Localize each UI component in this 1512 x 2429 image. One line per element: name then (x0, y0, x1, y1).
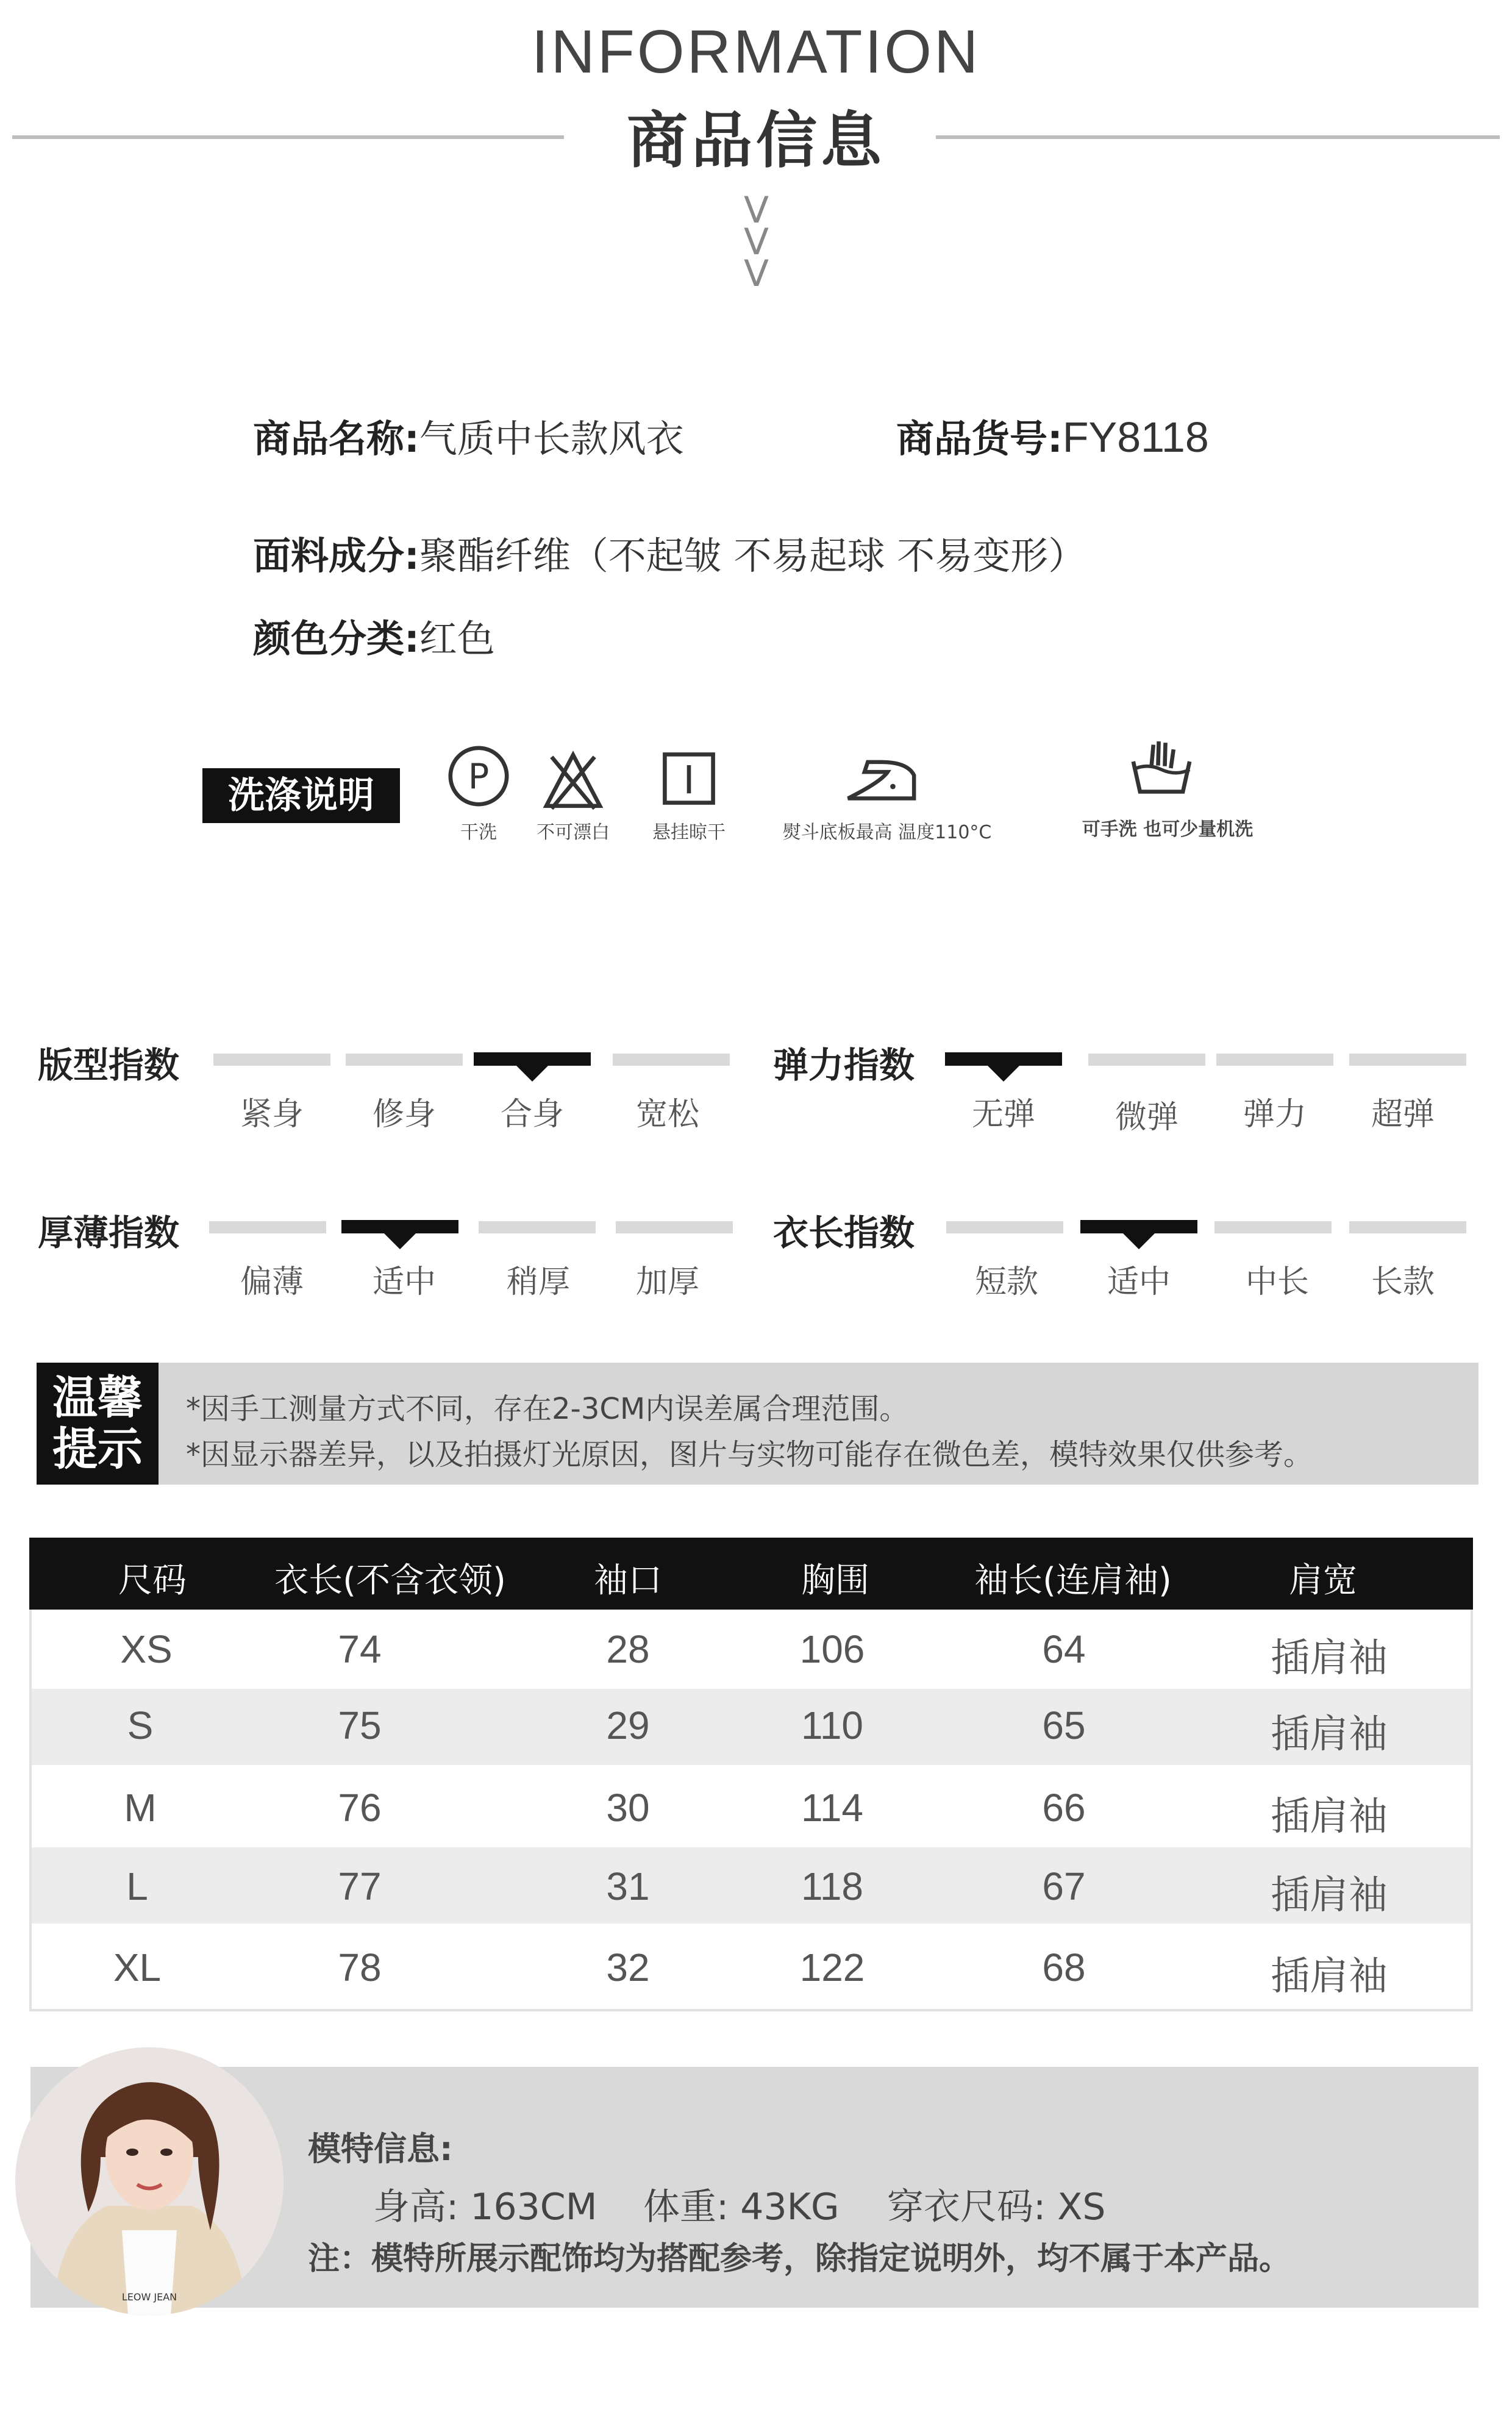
model-avatar (15, 2047, 284, 2316)
size-table-header-cell: 肩宽 (1289, 1561, 1357, 1600)
header-title-en: INFORMATION (531, 18, 981, 86)
tips-tag-line2: 提示 (52, 1423, 143, 1475)
product-fabric (253, 526, 1086, 580)
size-cell: 31 (606, 1864, 650, 1908)
fit-index-bar (613, 1054, 730, 1066)
product-color (253, 608, 495, 663)
header-title-cn: 商品信息 (627, 105, 885, 176)
wash-label-hand-wash: 可手洗 也可少量机洗 (1082, 819, 1253, 840)
size-cell: 106 (799, 1627, 865, 1671)
product-fabric-value: 聚酯纤维（不起皱 不易起球 不易变形） (419, 533, 1086, 578)
wash-title: 洗涤说明 (202, 768, 400, 823)
elastic-index-bar (1216, 1054, 1333, 1066)
thickness-index-bar (616, 1221, 733, 1233)
size-cell: 29 (606, 1703, 650, 1747)
fit-index-option: 紧身 (240, 1096, 304, 1133)
fit-index-bar (346, 1054, 463, 1066)
size-cell: 68 (1042, 1946, 1086, 1989)
size-cell: 插肩袖 (1271, 1794, 1388, 1838)
hang-dry-icon (655, 745, 722, 812)
size-cell: 28 (606, 1627, 650, 1671)
size-cell: 122 (799, 1946, 865, 1989)
fit-index-option: 宽松 (635, 1096, 699, 1133)
elastic-index-option-selected: 无弹 (971, 1096, 1035, 1133)
size-cell: 67 (1042, 1864, 1086, 1908)
size-cell: 30 (606, 1786, 650, 1830)
model-note: 注：模特所展示配饰均为搭配参考，除指定说明外，均不属于本产品。 (308, 2241, 1291, 2277)
elastic-index-bar-selected (945, 1052, 1062, 1066)
thickness-index-option-selected: 适中 (372, 1264, 436, 1300)
fit-index-option-selected: 合身 (500, 1096, 564, 1133)
size-table-header-cell: 衣长(不含衣领) (274, 1561, 506, 1600)
size-cell: 77 (338, 1864, 382, 1908)
product-name-value: 气质中长款风衣 (419, 416, 684, 461)
product-sku-label: 商品货号: (896, 416, 1063, 461)
size-cell: 插肩袖 (1271, 1712, 1388, 1756)
size-cell: S (127, 1703, 154, 1747)
length-index-title: 衣长指数 (773, 1212, 915, 1254)
thickness-index-bar (479, 1221, 596, 1233)
model-shirt-text: LEOW JEAN (121, 2291, 177, 2303)
size-cell: 76 (338, 1786, 382, 1830)
product-name-label: 商品名称: (253, 416, 419, 461)
length-index-option: 中长 (1245, 1264, 1309, 1300)
fit-index-title: 版型指数 (38, 1044, 180, 1086)
product-color-label: 颜色分类: (253, 616, 419, 661)
product-name (253, 408, 684, 463)
size-cell: 插肩袖 (1271, 1954, 1388, 1998)
product-color-value: 红色 (419, 616, 495, 661)
thickness-index-option: 稍厚 (506, 1264, 570, 1300)
chevron-down-icon: V (744, 252, 769, 295)
size-cell: XL (113, 1946, 162, 1989)
thickness-index-option: 偏薄 (240, 1264, 304, 1300)
wash-label-iron: 熨斗底板最高 温度110°C (782, 822, 992, 843)
size-cell: 118 (801, 1864, 864, 1908)
elastic-index-option: 超弹 (1371, 1096, 1435, 1133)
chevron-down-icon: V (744, 189, 769, 232)
model-photo (15, 2047, 284, 2316)
thickness-index-option: 加厚 (635, 1264, 699, 1300)
elastic-index-title: 弹力指数 (773, 1044, 915, 1086)
length-index-option-selected: 适中 (1107, 1264, 1171, 1300)
model-weight: 体重: 43KG (643, 2186, 840, 2228)
thickness-index-title: 厚薄指数 (38, 1212, 180, 1254)
chevron-down-icon: V (744, 221, 769, 263)
size-table-header-cell: 袖长(连肩袖) (974, 1561, 1172, 1600)
tip-color-difference: *因显示器差异，以及拍摄灯光原因，图片与实物可能存在微色差，模特效果仅供参考。 (186, 1438, 1313, 1472)
size-cell: 32 (606, 1946, 650, 1989)
size-cell: 78 (338, 1946, 382, 1989)
fit-index-bar (213, 1054, 330, 1066)
elastic-index-bar (1088, 1054, 1205, 1066)
size-table-header-cell: 尺码 (118, 1561, 187, 1600)
product-fabric-label: 面料成分: (253, 533, 419, 578)
length-index-bar (1214, 1221, 1332, 1233)
size-table-header-cell: 袖口 (594, 1561, 662, 1600)
size-table-header-cell: 胸围 (801, 1561, 869, 1600)
product-sku (896, 408, 1209, 463)
fit-index-bar-selected (474, 1052, 591, 1066)
length-index-option: 长款 (1371, 1264, 1435, 1300)
wash-label-dry-clean: 干洗 (460, 822, 497, 843)
size-cell: M (124, 1786, 157, 1830)
size-cell: 64 (1042, 1627, 1086, 1671)
size-cell: 114 (801, 1786, 864, 1830)
size-cell: L (126, 1864, 148, 1908)
size-cell: 74 (338, 1627, 382, 1671)
elastic-index-option: 微弹 (1114, 1099, 1179, 1136)
svg-text:P: P (468, 756, 490, 797)
elastic-index-bar (1349, 1054, 1466, 1066)
length-index-option: 短款 (974, 1264, 1038, 1300)
tip-measurement: *因手工测量方式不同，存在2-3CM内误差属合理范围。 (186, 1392, 909, 1426)
iron-icon (841, 745, 921, 812)
size-cell: 110 (801, 1703, 864, 1747)
thickness-index-bar (209, 1221, 326, 1233)
elastic-index-option: 弹力 (1243, 1096, 1307, 1133)
dry-clean-p-icon (445, 743, 512, 810)
length-index-bar (1349, 1221, 1466, 1233)
model-height: 身高: 163CM (373, 2186, 597, 2228)
wash-label-no-bleach: 不可漂白 (537, 822, 610, 843)
fit-index-option: 修身 (372, 1096, 436, 1133)
tips-tag (37, 1363, 159, 1485)
size-cell: 75 (338, 1703, 382, 1747)
tips-tag-line1: 温馨 (52, 1372, 143, 1424)
size-cell: XS (120, 1627, 173, 1671)
length-index-bar-selected (1080, 1220, 1197, 1233)
length-index-bar (946, 1221, 1063, 1233)
thickness-index-bar-selected (341, 1220, 458, 1233)
model-info-title: 模特信息: (308, 2130, 453, 2168)
hand-wash-icon (1128, 735, 1195, 802)
model-size: 穿衣尺码: XS (887, 2186, 1106, 2228)
size-cell: 65 (1042, 1703, 1086, 1747)
no-bleach-icon (540, 747, 607, 814)
size-cell: 66 (1042, 1786, 1086, 1830)
product-sku-value: FY8118 (1062, 413, 1209, 461)
size-cell: 插肩袖 (1271, 1873, 1388, 1917)
wash-label-hang-dry: 悬挂晾干 (652, 822, 726, 843)
size-cell: 插肩袖 (1271, 1636, 1388, 1680)
